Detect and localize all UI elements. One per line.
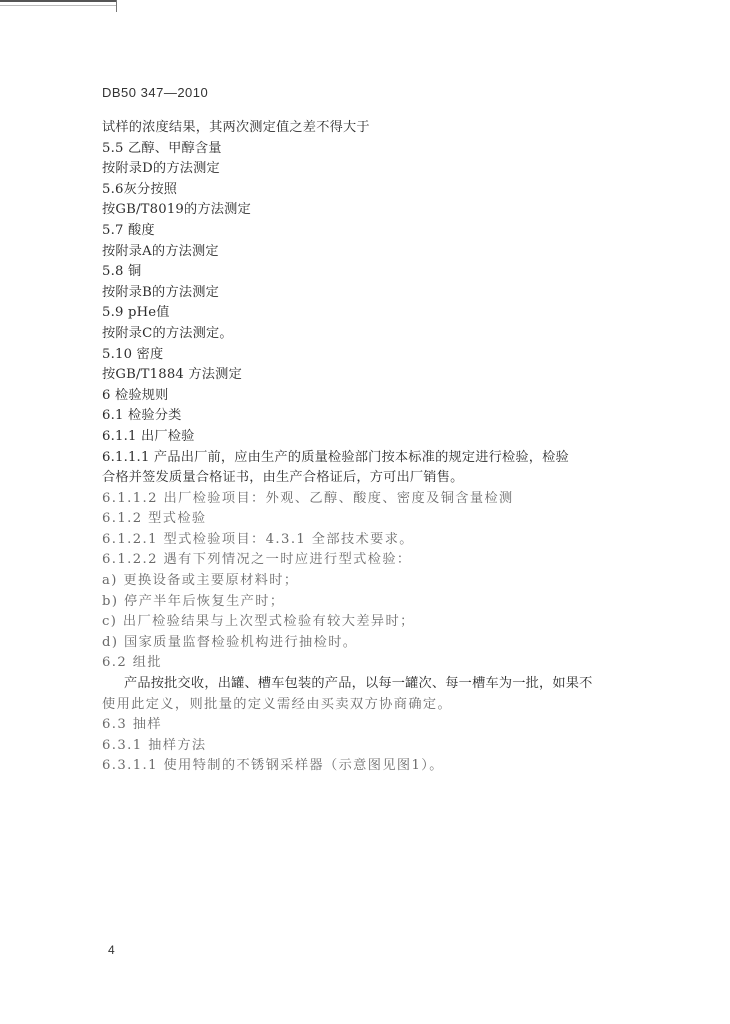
text-line: 5.5 乙醇、甲醇含量 — [102, 140, 222, 156]
text-line: 产品按批交收，出罐、槽车包装的产品，以每一罐次、每一槽车为一批，如果不 — [124, 676, 593, 692]
text-line: 试样的浓度结果，其两次测定值之差不得大于 — [102, 120, 370, 135]
text-line: 6.1.2.2 遇有下列情况之一时应进行型式检验： — [102, 552, 412, 568]
scan-edge-line — [0, 0, 116, 2]
text-line: 6.1.2.1 型式检验项目：4.3.1 全部技术要求。 — [102, 531, 414, 547]
text-line: 5.10 密度 — [102, 346, 164, 362]
standard-code: DB50 347—2010 — [102, 85, 209, 100]
text-line: 合格并签发质量合格证书，由生产合格证后，方可出厂销售。 — [102, 470, 464, 486]
text-line: c) 出厂检验结果与上次型式检验有较大差异时； — [102, 614, 415, 630]
text-line: 6.1 检验分类 — [102, 408, 182, 424]
text-line: 6.1.1.1 产品出厂前，应由生产的质量检验部门按本标准的规定进行检验，检验 — [102, 449, 569, 465]
text-line: 按附录A的方法测定 — [102, 243, 219, 259]
text-line: 6.2 组批 — [102, 655, 162, 671]
text-line: 5.8 铜 — [102, 264, 142, 280]
text-line: 6.3.1 抽样方法 — [102, 737, 207, 753]
text-line: 6 检验规则 — [102, 387, 169, 403]
text-line: a) 更换设备或主要原材料时； — [102, 573, 299, 589]
text-line: 按GB/T8019的方法测定 — [102, 202, 251, 218]
text-line: 6.1.1 出厂检验 — [102, 428, 195, 444]
text-line: 5.9 pHe值 — [102, 305, 170, 321]
text-line: 6.3.1.1 使用特制的不锈钢采样器（示意图见图1）。 — [102, 758, 444, 774]
text-line: 按附录B的方法测定 — [102, 284, 219, 300]
text-line: 按附录D的方法测定 — [102, 161, 220, 177]
text-line: 5.7 酸度 — [102, 222, 155, 238]
text-line: 6.1.2 型式检验 — [102, 511, 207, 527]
text-line: 按附录C的方法测定。 — [102, 325, 233, 341]
text-line: 6.3 抽样 — [102, 717, 162, 733]
document-body — [102, 118, 642, 777]
text-line: 6.1.1.2 出厂检验项目：外观、乙醇、酸度、密度及铜含量检测 — [102, 490, 514, 506]
text-line: 使用此定义，则批量的定义需经由买卖双方协商确定。 — [102, 696, 453, 712]
text-line: 5.6灰分按照 — [102, 181, 178, 197]
page-number: 4 — [108, 943, 115, 957]
text-line: d) 国家质量监督检验机构进行抽检时。 — [102, 634, 358, 650]
scan-edge-line-secondary — [0, 5, 116, 6]
scan-edge-tick — [116, 0, 117, 12]
text-line: 按GB/T1884 方法测定 — [102, 367, 242, 383]
text-line: b) 停产半年后恢复生产时； — [102, 593, 285, 609]
